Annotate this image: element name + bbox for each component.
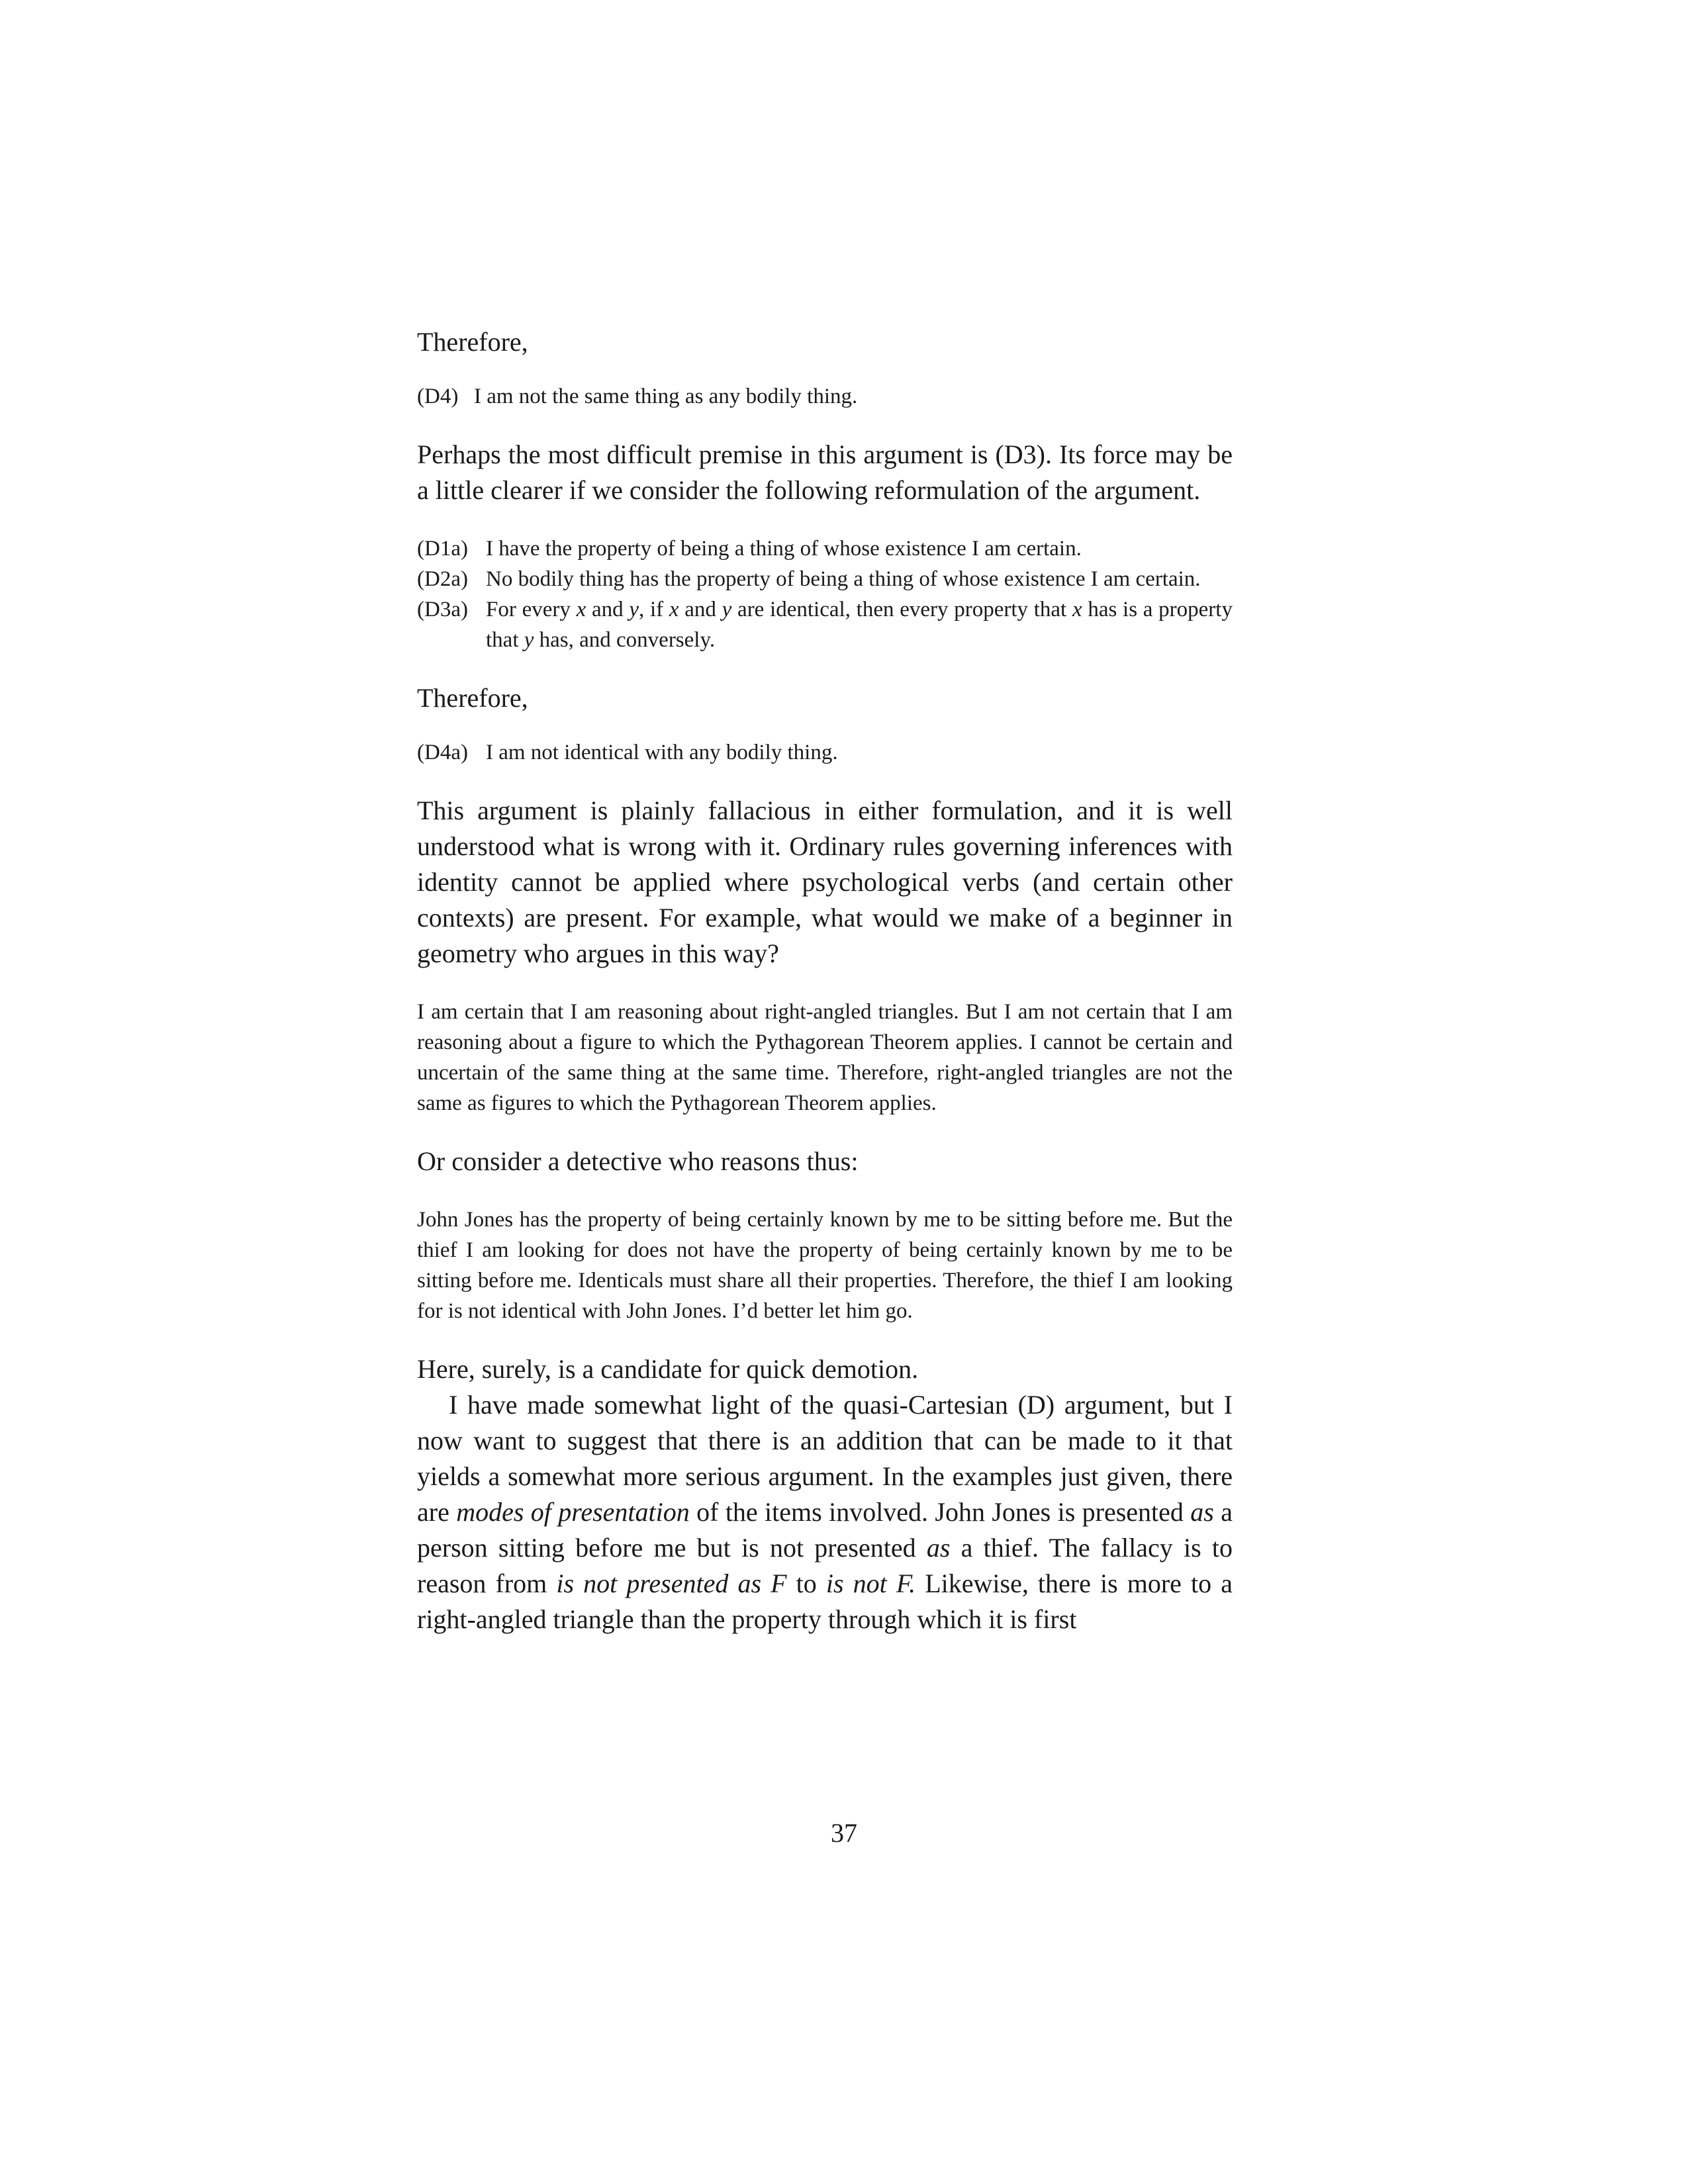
emphasis: modes of presentation (456, 1497, 690, 1527)
block-quote-geometry: I am certain that I am reasoning about right-angled triangles. But I am not certain that I am reasoning about a figure to which the Pythagorean Theorem applies. I cannot be certain and uncertain of the same thing at the same time. Therefore, right-angled triangles are not the same as figures to which the Pythagorean Theorem applies. (417, 1000, 1233, 1115)
variable-y: y (629, 598, 639, 621)
text-run: Likewise, there is more to a right-angled triangle than the property through which it is first (417, 1569, 1233, 1634)
premise-text: I have the property of being a thing of whose existence I am certain. (486, 537, 1082, 561)
text-run: I have made somewhat light of the quasi-Cartesian (D) argument, but I now want to suggest that there is an addition that can be made to it that yields a somewhat more serious argument. In the examples just given, there are (417, 1390, 1233, 1527)
premise-d1a (417, 533, 1233, 564)
premise-label: (D1a) (417, 537, 468, 561)
text-run: and (586, 598, 630, 621)
premise-label: (D2a) (417, 567, 468, 591)
emphasis: as (1190, 1497, 1214, 1527)
text-run: , if (639, 598, 669, 621)
paragraph-2: This argument is plainly fallacious in either formulation, and it is well understood what is wrong with it. Ordinary rules governing inferences with identity cannot be applied where psychological verbs (and certain other contexts) are present. For example, what would we make of a beginner in geometry who argues in this way? (417, 796, 1233, 968)
text-run: and (679, 598, 722, 621)
variable-x: x (1072, 598, 1082, 621)
text-run: are identical, then every property that (731, 598, 1072, 621)
text-run: of the items involved. John Jones is presented (689, 1497, 1191, 1527)
text-run: has, and conversely. (534, 628, 716, 652)
text-run: For every (486, 598, 577, 621)
premise-label: (D3a) (417, 598, 468, 621)
emphasis: as (926, 1533, 951, 1563)
paragraph-4: Here, surely, is a candidate for quick demotion. (417, 1354, 919, 1384)
emphasis: is not presented as F (556, 1569, 787, 1598)
text-run: has is a property that (486, 598, 1233, 652)
block-quote-detective: John Jones has the property of being certainly known by me to be sitting before me. But the thief I am looking for does not have the property of being certainly known by me to be sitting before me. Identicals must share all their properties. Therefore, the thief I am looking for is not identical with John Jones. I’d better let him go. (417, 1208, 1233, 1323)
text-run: a person sitting before me but is not presented (417, 1497, 1233, 1563)
emphasis: is not F. (825, 1569, 916, 1598)
premise-label: (D4a) (417, 741, 468, 764)
premise-label: (D4) (417, 385, 459, 408)
text-run: a thief. The fallacy is to reason from (417, 1533, 1233, 1598)
text-run: to (786, 1569, 826, 1598)
premise-d4a (417, 737, 1233, 768)
premise-text (486, 594, 1233, 655)
variable-y: y (722, 598, 732, 621)
paragraph-1: Perhaps the most difficult premise in this argument is (D3). Its force may be a little clearer if we consider the following reformulation of the argument. (417, 439, 1233, 505)
variable-y: y (524, 628, 534, 652)
variable-x: x (669, 598, 679, 621)
premise-text: I am not identical with any bodily thing. (486, 741, 838, 764)
premise-text: No bodily thing has the property of being a thing of whose existence I am certain. (486, 567, 1201, 591)
therefore-line-2: Therefore, (417, 683, 528, 713)
premise-d4 (417, 381, 1233, 412)
premise-d3a (417, 594, 1233, 655)
premise-text: I am not the same thing as any bodily thing. (474, 385, 858, 408)
therefore-line-1: Therefore, (417, 327, 528, 357)
page-body (417, 324, 1233, 1637)
paragraph-3: Or consider a detective who reasons thus: (417, 1146, 859, 1176)
premise-d2a (417, 564, 1233, 594)
paragraph-5 (417, 1387, 1233, 1637)
premise-list (417, 533, 1233, 655)
variable-x: x (576, 598, 586, 621)
page-number: 37 (831, 1818, 857, 1848)
